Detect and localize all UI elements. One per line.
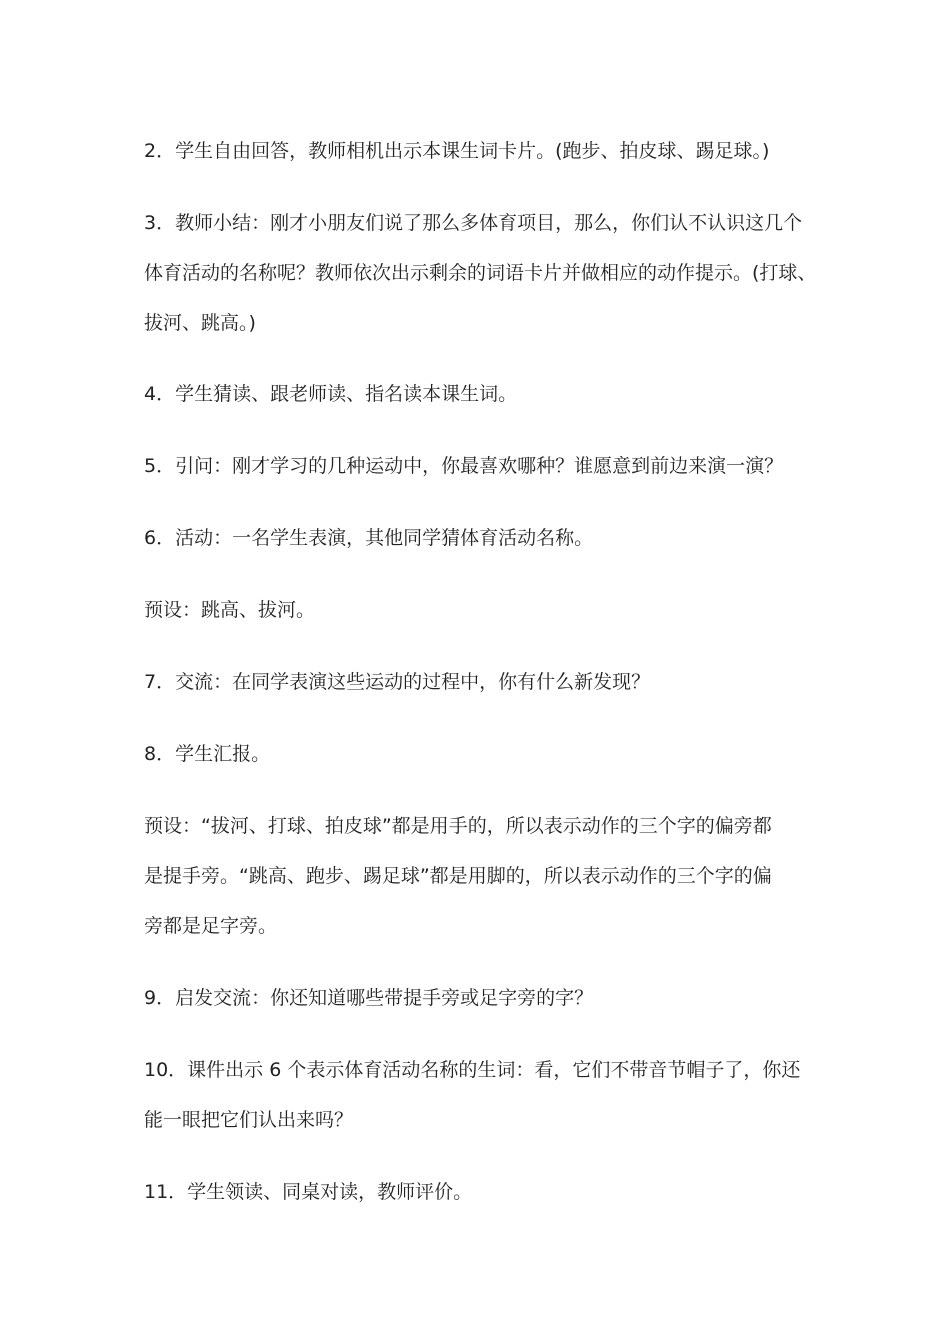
paragraph-8 xyxy=(144,729,824,779)
line: 4．学生猜读、跟老师读、指名读本课生词。 xyxy=(144,383,518,405)
line: 5．引问：刚才学习的几种运动中，你最喜欢哪种？谁愿意到前边来演一演？ xyxy=(144,455,784,477)
paragraph-10 xyxy=(144,1045,824,1145)
line: 8．学生汇报。 xyxy=(144,743,271,765)
paragraph-3 xyxy=(144,198,824,348)
line: 7．交流：在同学表演这些运动的过程中，你有什么新发现？ xyxy=(144,671,651,693)
line: 9．启发交流：你还知道哪些带提手旁或足字旁的字？ xyxy=(144,987,594,1009)
paragraph-6 xyxy=(144,513,824,563)
paragraph-5 xyxy=(144,441,824,491)
paragraph-2 xyxy=(144,126,824,176)
line: 11．学生领读、同桌对读，教师评价。 xyxy=(144,1181,473,1203)
line: 6．活动：一名学生表演，其他同学猜体育活动名称。 xyxy=(144,527,594,549)
line: 2．学生自由回答，教师相机出示本课生词卡片。(跑步、拍皮球、踢足球。) xyxy=(144,140,770,162)
line: 旁都是足字旁。 xyxy=(144,915,278,937)
line: 拔河、跳高。) xyxy=(144,312,256,334)
line: 预设：跳高、拔河。 xyxy=(144,599,316,621)
paragraph-4 xyxy=(144,369,824,419)
paragraph-7 xyxy=(144,657,824,707)
line: 预设：“拔河、打球、拍皮球”都是用手的，所以表示动作的三个字的偏旁都 xyxy=(144,815,772,837)
paragraph-9 xyxy=(144,973,824,1023)
line: 3．教师小结：刚才小朋友们说了那么多体育项目，那么，你们认不认识这几个 xyxy=(144,212,803,234)
line: 体育活动的名称呢？教师依次出示剩余的词语卡片并做相应的动作提示。(打球、 xyxy=(144,262,817,284)
line: 10．课件出示 6 个表示体育活动名称的生词：看，它们不带音节帽子了，你还 xyxy=(144,1059,801,1081)
paragraph-preset-2 xyxy=(144,801,824,951)
paragraph-11 xyxy=(144,1167,824,1217)
line: 是提手旁。“跳高、跑步、踢足球”都是用脚的，所以表示动作的三个字的偏 xyxy=(144,865,772,887)
line: 能一眼把它们认出来吗？ xyxy=(144,1109,354,1131)
paragraph-preset-1 xyxy=(144,585,824,635)
